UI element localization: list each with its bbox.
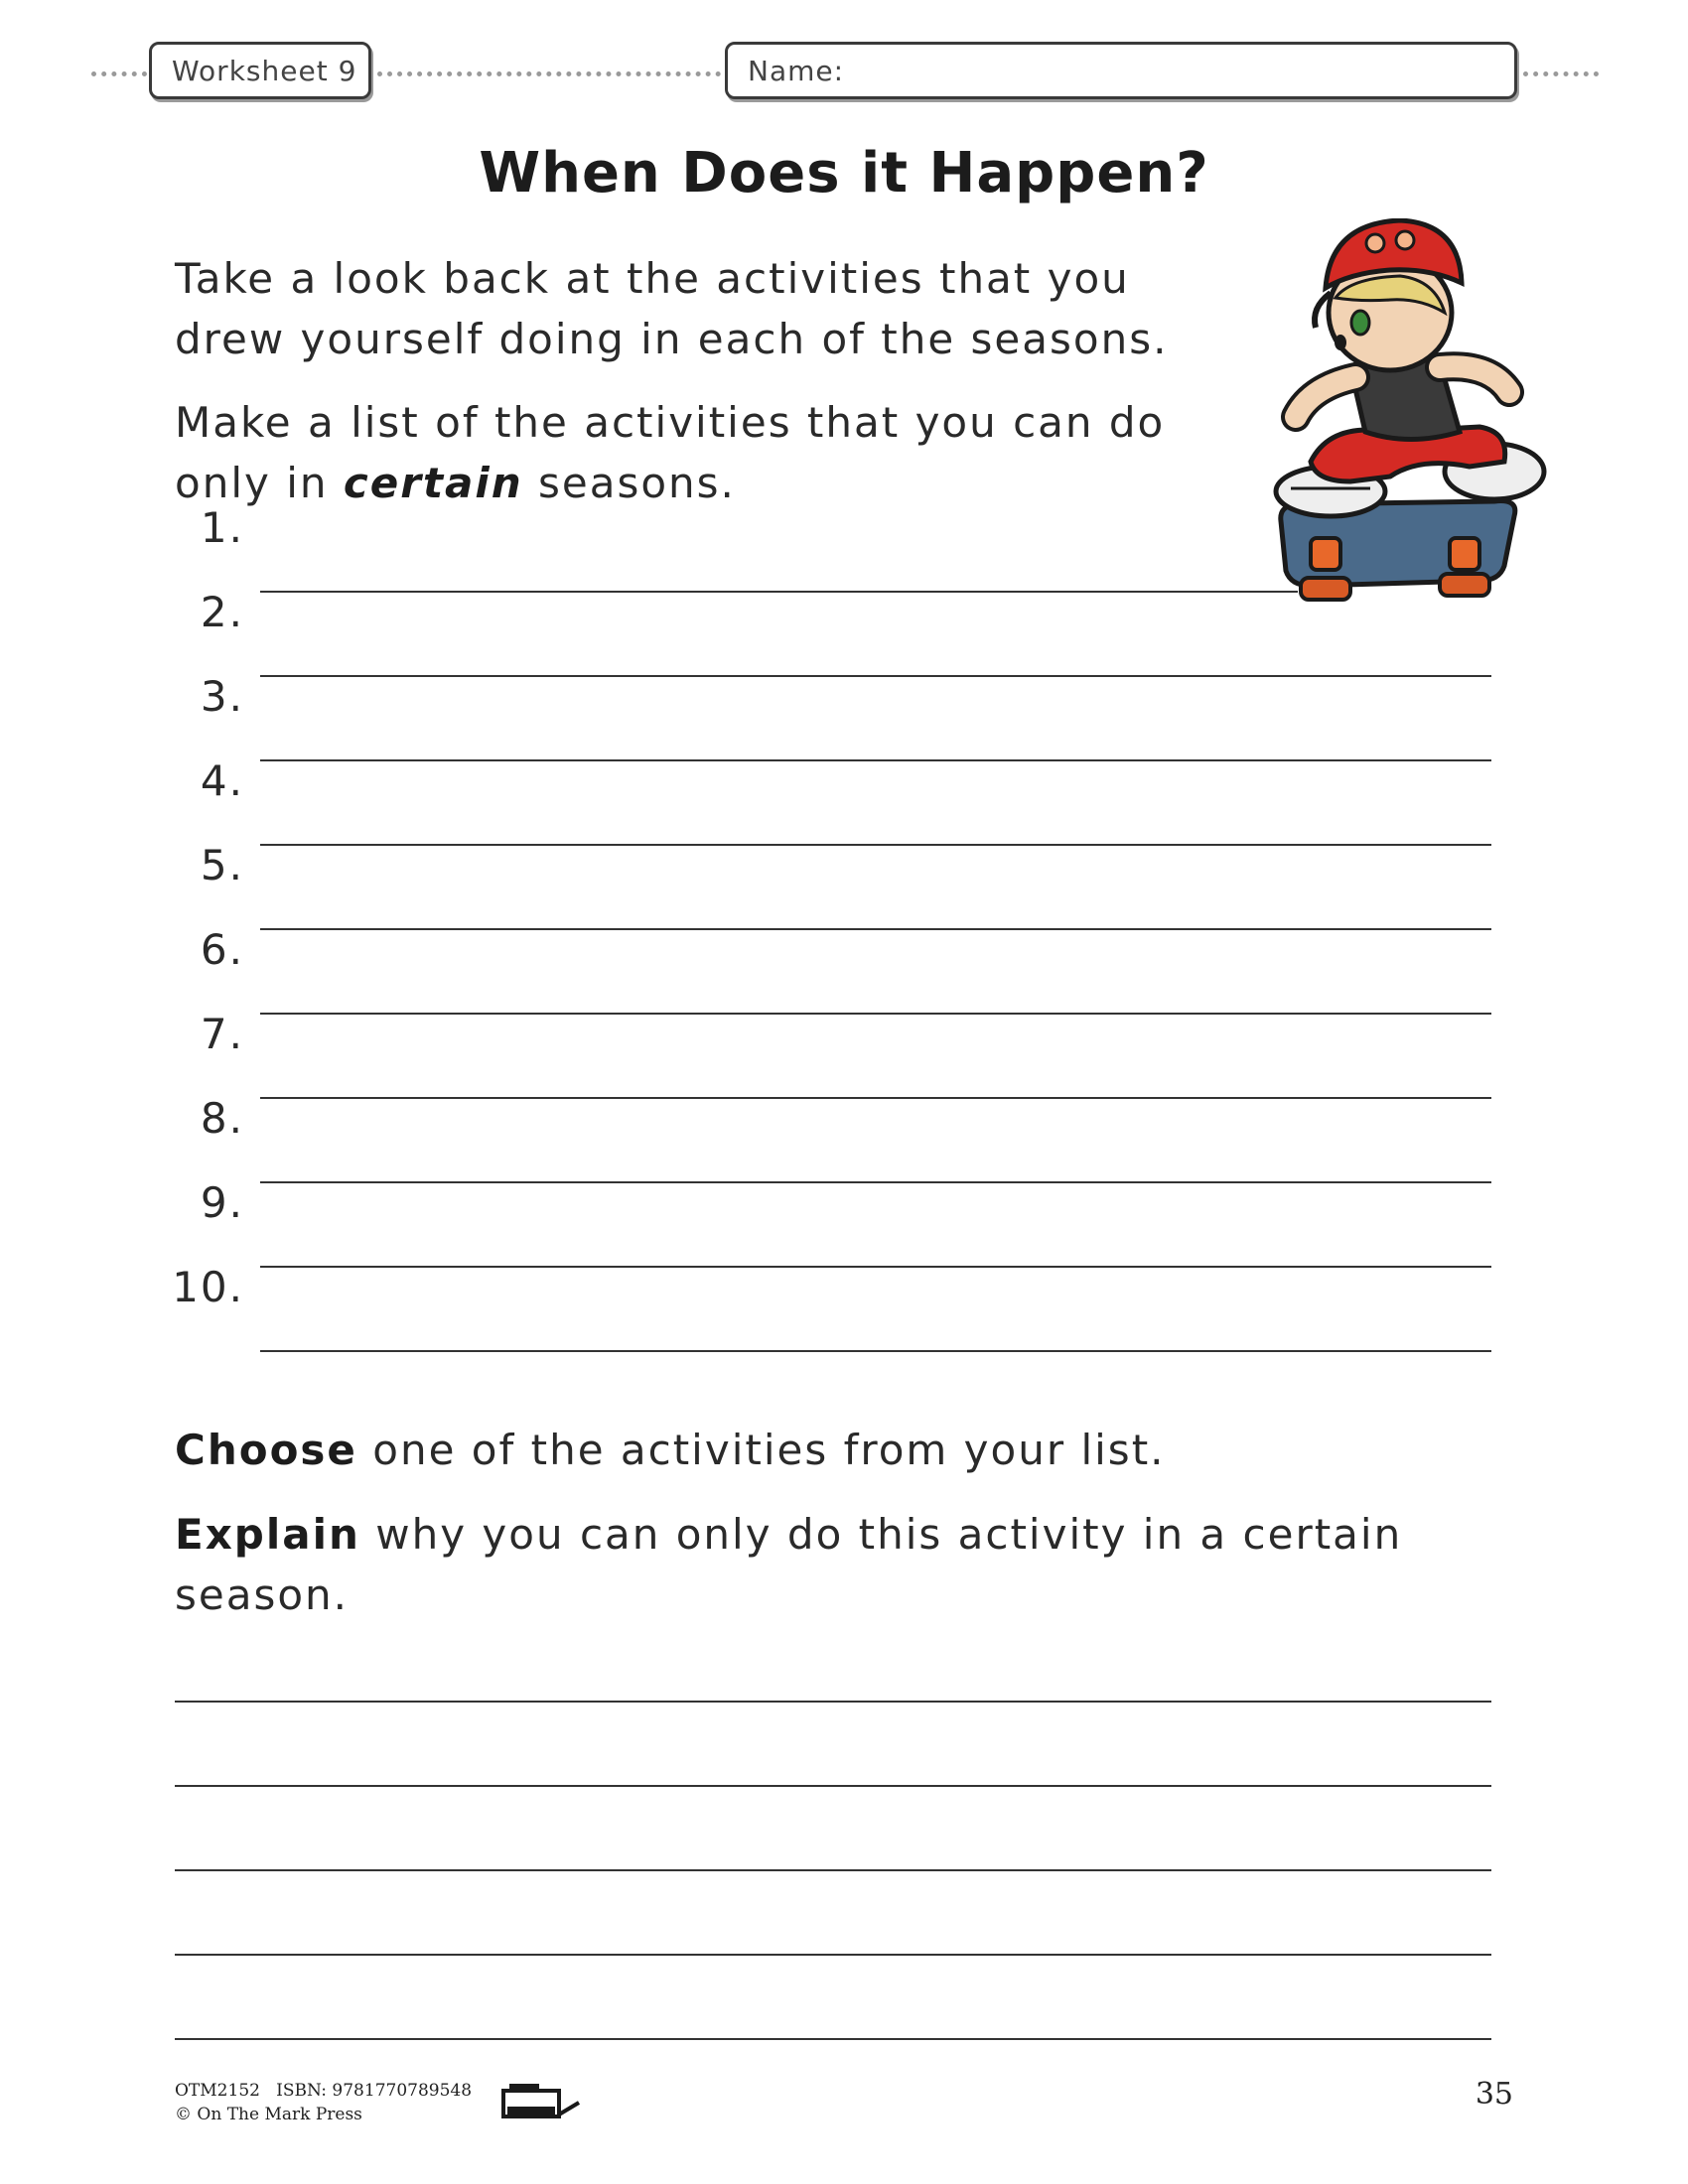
page-number: 35 (1475, 2077, 1513, 2112)
list-number: 7. (200, 1010, 244, 1058)
answer-line[interactable] (175, 1785, 1491, 1787)
intro-line-2: drew yourself doing in each of the seasons. (175, 315, 1169, 363)
list-number: 2. (200, 588, 244, 636)
instruction-text (175, 392, 1165, 513)
list-number: 10. (172, 1263, 244, 1311)
list-number: 9. (200, 1178, 244, 1227)
intro-line-1: Take a look back at the activities that you (175, 254, 1130, 303)
list-number: 8. (200, 1094, 244, 1143)
worksheet-label-box (149, 42, 371, 99)
choose-rest: one of the activities from your list. (356, 1426, 1166, 1474)
footer-copyright: © On The Mark Press (175, 2105, 362, 2124)
choose-bold: Choose (175, 1426, 357, 1474)
list-number: 4. (200, 756, 244, 805)
footer-code: OTM2152 (175, 2081, 260, 2101)
list-answer-line[interactable] (260, 1266, 1491, 1268)
footer-isbn: ISBN: 9781770789548 (276, 2081, 473, 2101)
explain-line-2: season. (175, 1570, 350, 1619)
instruction-line-2-pre: only in (175, 459, 344, 507)
worksheet-label: Worksheet 9 (172, 54, 357, 87)
list-answer-line[interactable] (260, 1350, 1491, 1352)
header-dots-middle (377, 71, 721, 76)
header-dots-left (91, 71, 147, 76)
explain-text (175, 1504, 1402, 1625)
instruction-line-2 (175, 453, 1165, 513)
intro-text (175, 248, 1168, 369)
choose-text (175, 1420, 1166, 1480)
footer-info (175, 2079, 472, 2126)
answer-line[interactable] (175, 2038, 1491, 2040)
page-title: When Does it Happen? (479, 141, 1209, 205)
name-label: Name: (748, 54, 845, 87)
explain-rest: why you can only do this activity in a certain (359, 1510, 1403, 1559)
list-answer-line[interactable] (260, 759, 1491, 761)
name-field[interactable] (725, 42, 1517, 99)
list-number: 6. (200, 925, 244, 974)
instruction-emphasis: certain (343, 459, 523, 507)
instruction-line-1: Make a list of the activities that you can do (175, 398, 1166, 447)
instruction-line-2-post: seasons. (522, 459, 736, 507)
publisher-logo-icon (501, 2081, 583, 2122)
list-answer-line[interactable] (260, 591, 1298, 593)
list-answer-line[interactable] (260, 1097, 1491, 1099)
explain-bold: Explain (175, 1510, 360, 1559)
list-answer-line[interactable] (260, 844, 1491, 846)
list-number: 5. (200, 841, 244, 889)
list-number: 3. (200, 672, 244, 721)
header-dots-right (1523, 71, 1599, 76)
list-answer-line[interactable] (260, 675, 1491, 677)
answer-line[interactable] (175, 1869, 1491, 1871)
answer-line[interactable] (175, 1701, 1491, 1703)
list-answer-line[interactable] (260, 1181, 1491, 1183)
skateboarding-kid-icon (1271, 218, 1569, 635)
answer-line[interactable] (175, 1954, 1491, 1956)
list-answer-line[interactable] (260, 1013, 1491, 1015)
list-number: 1. (200, 503, 244, 552)
list-answer-line[interactable] (260, 928, 1491, 930)
